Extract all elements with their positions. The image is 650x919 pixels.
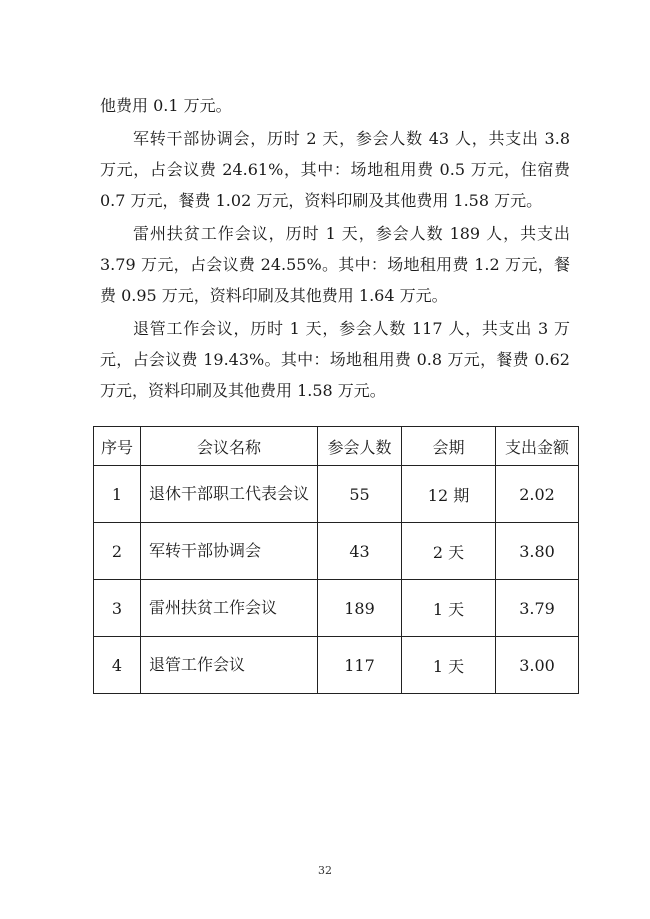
paragraph-1: 军转干部协调会，历时 2 天，参会人数 43 人，共支出 3.8 万元，占会议费 24.61%，其中：场地租用费 0.5 万元，住宿费 0.7 万元，餐费 1.02 万元，资料印刷及其他费用 1.58 万元。 xyxy=(100,129,570,210)
table-header-row xyxy=(94,427,579,466)
cell-attendees: 117 xyxy=(318,637,402,694)
paragraph-0: 他费用 0.1 万元。 xyxy=(100,96,232,115)
cell-meeting-name: 雷州扶贫工作会议 xyxy=(141,580,318,637)
table-row xyxy=(94,637,579,694)
header-meeting-name: 会议名称 xyxy=(141,427,318,466)
cell-index: 3 xyxy=(94,580,141,637)
cell-duration: 2 天 xyxy=(402,523,496,580)
header-index: 序号 xyxy=(94,427,141,466)
cell-expense: 3.80 xyxy=(496,523,579,580)
cell-index: 2 xyxy=(94,523,141,580)
header-duration: 会期 xyxy=(402,427,496,466)
header-attendees: 参会人数 xyxy=(318,427,402,466)
cell-attendees: 189 xyxy=(318,580,402,637)
paragraph-2: 雷州扶贫工作会议，历时 1 天，参会人数 189 人，共支出 3.79 万元，占会议费 24.55%。其中：场地租用费 1.2 万元，餐费 0.95 万元，资料印刷及其他费用 1.64 万元。 xyxy=(100,224,570,305)
header-expense: 支出金额 xyxy=(496,427,579,466)
cell-meeting-name: 退管工作会议 xyxy=(141,637,318,694)
table-row xyxy=(94,466,579,523)
cell-meeting-name: 退休干部职工代表会议 xyxy=(141,466,318,523)
table-row xyxy=(94,580,579,637)
table-row xyxy=(94,523,579,580)
cell-meeting-name: 军转干部协调会 xyxy=(141,523,318,580)
cell-expense: 2.02 xyxy=(496,466,579,523)
meeting-expense-table xyxy=(93,426,579,694)
cell-duration: 12 期 xyxy=(402,466,496,523)
cell-attendees: 55 xyxy=(318,466,402,523)
page-number: 32 xyxy=(318,864,332,877)
cell-attendees: 43 xyxy=(318,523,402,580)
cell-index: 4 xyxy=(94,637,141,694)
body-text xyxy=(100,90,570,408)
paragraph-3: 退管工作会议，历时 1 天，参会人数 117 人，共支出 3 万元，占会议费 19.43%。其中：场地租用费 0.8 万元，餐费 0.62 万元，资料印刷及其他费用 1.58 万元。 xyxy=(100,319,570,400)
cell-duration: 1 天 xyxy=(402,580,496,637)
cell-expense: 3.79 xyxy=(496,580,579,637)
cell-expense: 3.00 xyxy=(496,637,579,694)
cell-duration: 1 天 xyxy=(402,637,496,694)
cell-index: 1 xyxy=(94,466,141,523)
